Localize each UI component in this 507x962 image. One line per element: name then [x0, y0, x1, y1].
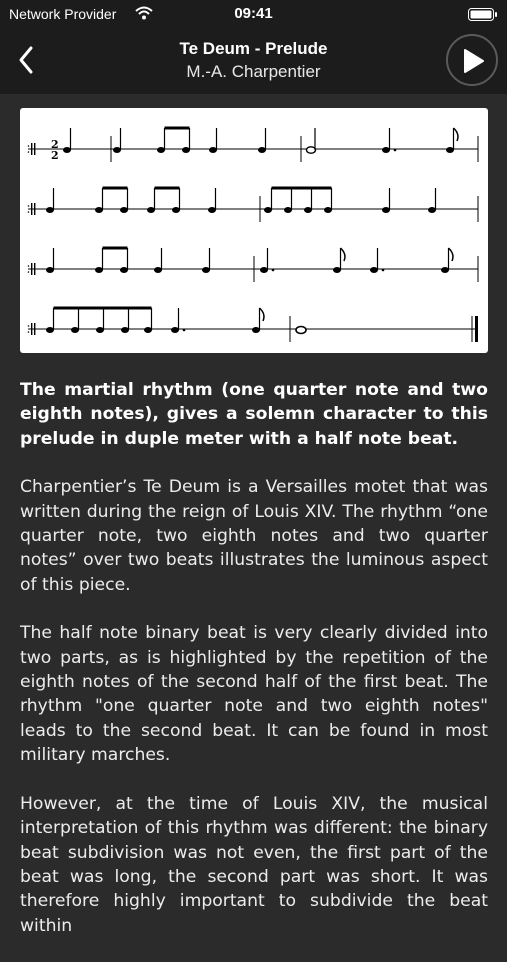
- score-notation: [20, 108, 488, 353]
- time-signature-bottom: 2: [51, 149, 59, 162]
- composer-subtitle: M.-A. Charpentier: [186, 62, 321, 81]
- time-signature-top: 2: [51, 138, 59, 151]
- intro-paragraph: The martial rhythm (one quarter note and two eighth notes), gives a solemn character to this prelude in duple meter with a half note beat.: [20, 380, 488, 449]
- play-icon: [462, 48, 486, 74]
- page-title: Te Deum - Prelude: [179, 39, 328, 58]
- play-button[interactable]: [446, 34, 498, 86]
- carrier-label: Network Provider: [9, 6, 117, 22]
- nav-bar: [0, 28, 507, 94]
- article-content: [20, 378, 488, 962]
- battery-icon: [468, 8, 498, 21]
- status-bar: [0, 0, 507, 28]
- body-paragraph: Charpentier’s Te Deum is a Versailles motet that was written during the reign of Louis XIV. The rhythm “one quarter note, two eighth notes and two quarter notes” over two beats illustrates the luminous aspect of this piece.: [20, 477, 488, 595]
- body-paragraph: The half note binary beat is very clearly divided into two parts, as is highlighted by the repetition of the eighth notes of the second half of the first beat. The rhythm "one quarter note and two eighth notes" leads to the second beat. It can be found in most military marches.: [20, 623, 488, 766]
- body-paragraph: However, at the time of Louis XIV, the musical interpretation of this rhythm was different: the binary beat subdivision was not even, the first part of the beat was long, the second part was short. It was therefore highly important to subdivide the beat within: [20, 793, 488, 936]
- rhythm-score: [20, 108, 488, 353]
- clock: 09:41: [234, 5, 273, 22]
